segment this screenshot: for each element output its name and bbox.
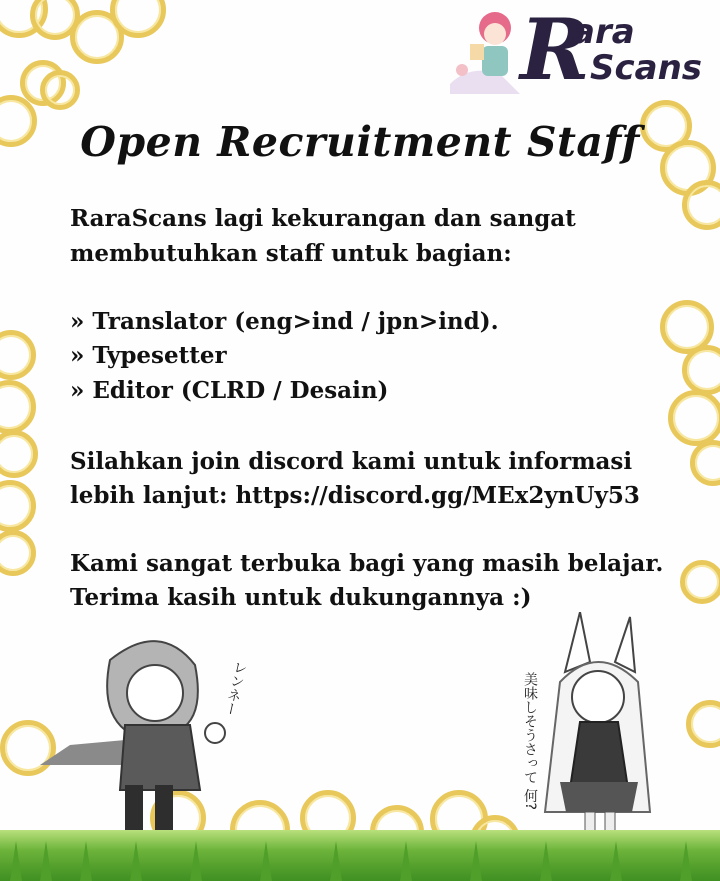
join-line-1: Silahkan join discord kami untuk informasi <box>70 448 633 475</box>
grass-strip <box>0 830 720 881</box>
intro-line-2: membutuhkan staff untuk bagian: <box>70 240 512 267</box>
closing-line-2: Terima kasih untuk dukungannya :) <box>70 584 532 611</box>
closing-line-1: Kami sangat terbuka bagi yang masih belajar. <box>70 550 664 577</box>
logo-line-2: Scans <box>590 48 703 88</box>
page-title: Open Recruitment Staff <box>80 118 640 166</box>
left-chibi-character <box>30 615 280 860</box>
intro-line-1: RaraScans lagi kekurangan dan sangat <box>70 205 576 232</box>
rarascans-logo <box>440 0 710 99</box>
left-speech-text: レンネー <box>221 658 249 718</box>
join-line-2: lebih lanjut: https://discord.gg/MEx2ynUy53 <box>70 482 640 509</box>
logo-initial: R <box>520 0 590 99</box>
role-editor: » Editor (CLRD / Desain) <box>70 377 389 404</box>
logo-line-1: ara <box>572 12 635 52</box>
role-translator: » Translator (eng>ind / jpn>ind). <box>70 308 499 335</box>
right-speech-text: 美味しそうさって 何? <box>522 672 538 810</box>
role-typesetter: » Typesetter <box>70 342 227 369</box>
